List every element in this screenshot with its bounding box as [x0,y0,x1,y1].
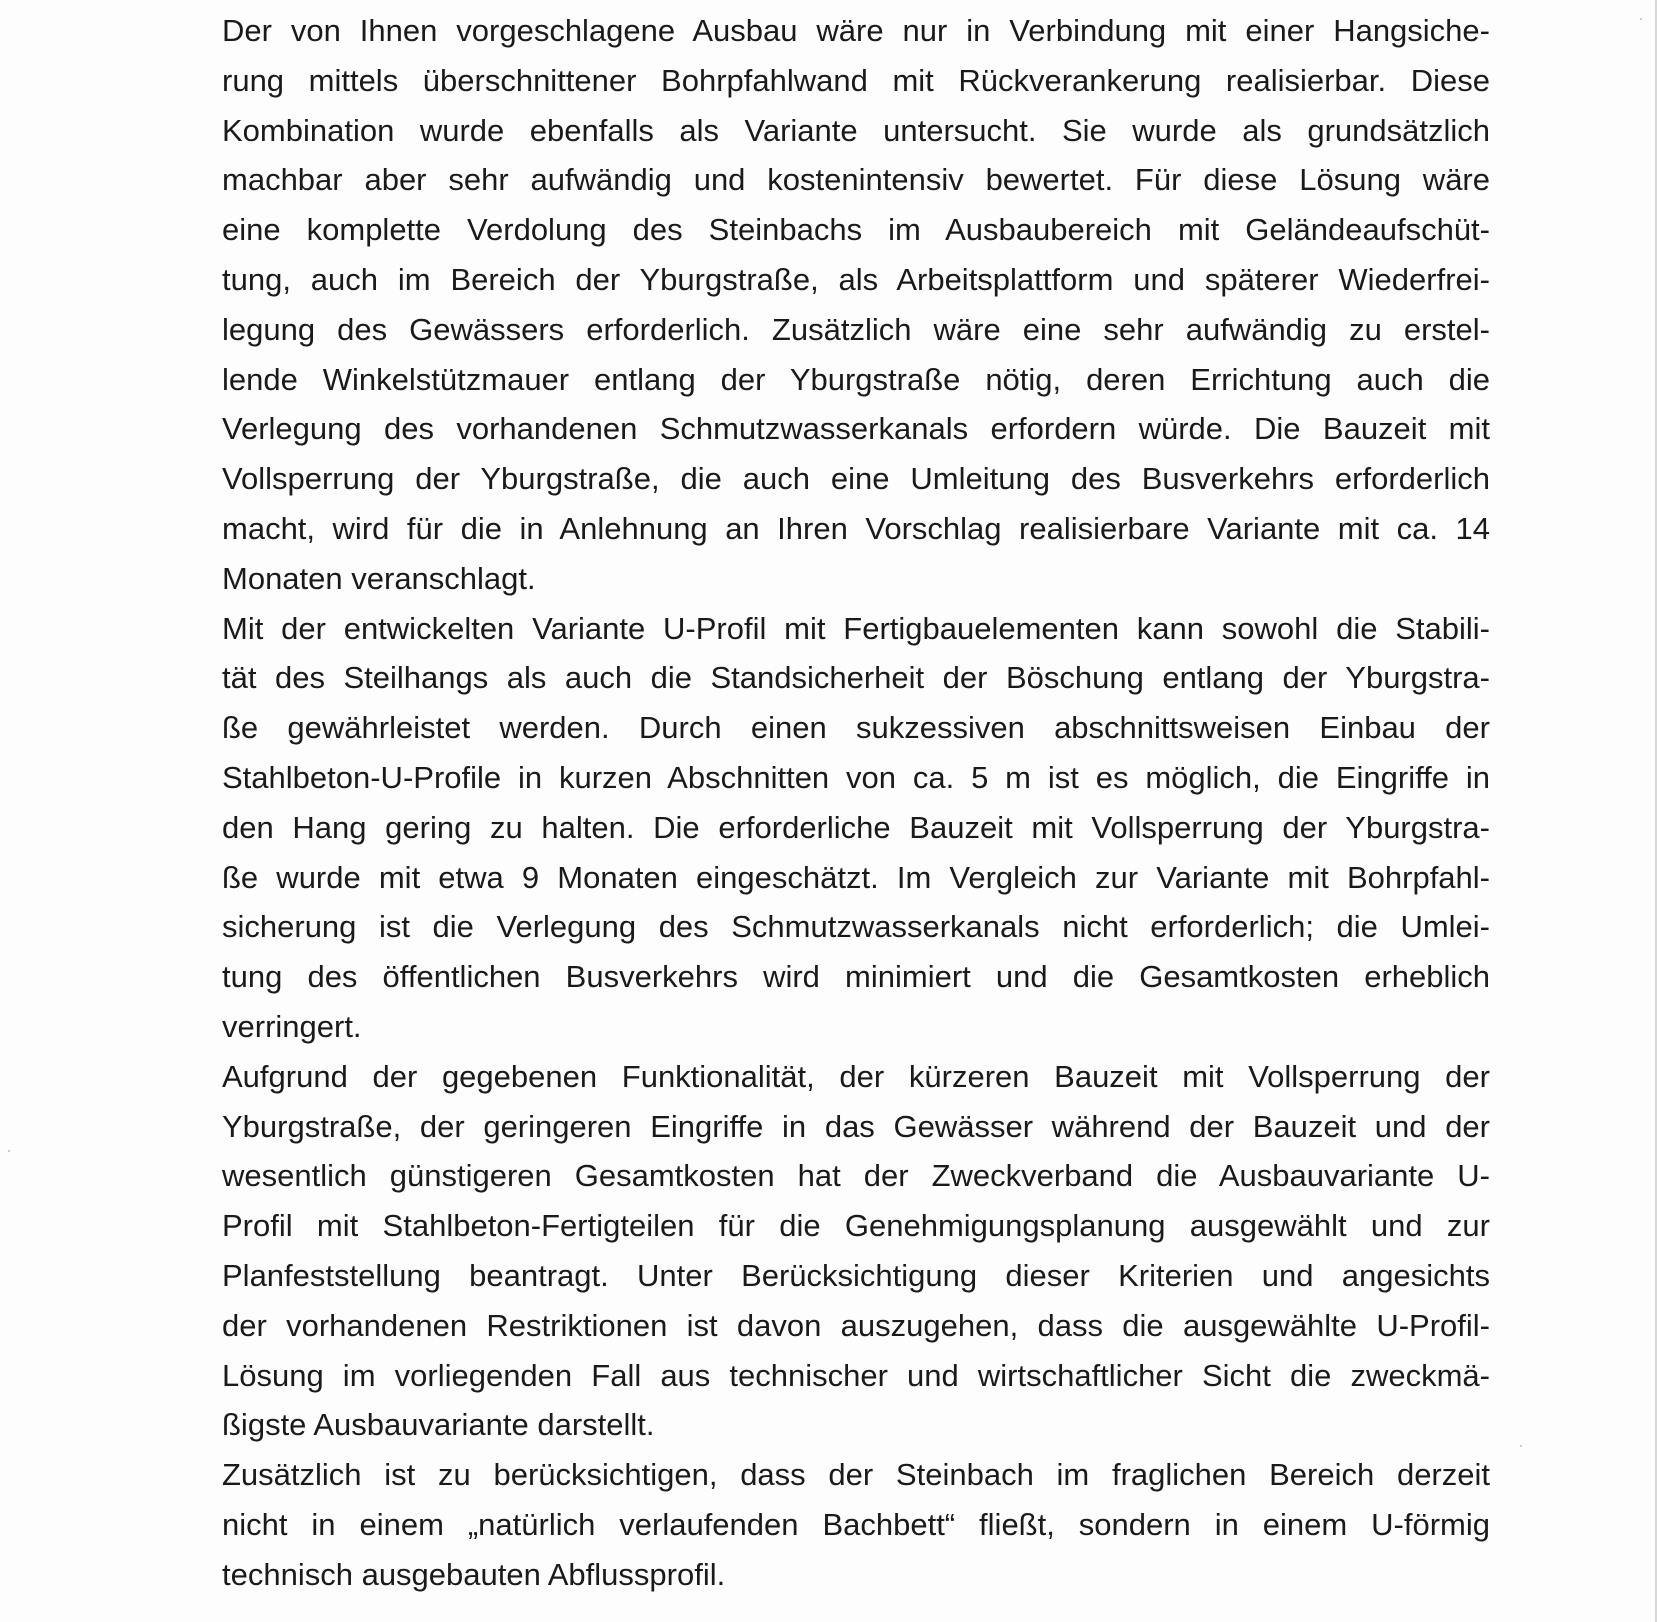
scan-speck [1640,18,1642,20]
text-line: Aufgrund der gegebenen Funktionalität, der kürzeren Bauzeit mit Vollsperrung der [222,1058,1490,1094]
text-line: Vollsperrung der Yburgstraße, die auch eine Umleitung des Busverkehrs erforderlich [222,461,1490,497]
text-line: tät des Steilhangs als auch die Standsicherheit der Böschung entlang der Yburgstra- [222,660,1490,696]
text-line: machbar aber sehr aufwändig und kostenintensiv bewertet. Für diese Lösung wäre [222,162,1490,198]
text-line: ßigste Ausbauvariante darstellt. [222,1407,655,1443]
text-line: Zusätzlich ist zu berücksichtigen, dass der Steinbach im fraglichen Bereich derzeit [222,1457,1490,1493]
text-line: sicherung ist die Verlegung des Schmutzwasserkanals nicht erforderlich; die Umlei- [222,909,1490,945]
paragraph-1 [222,6,1490,604]
text-line: ße wurde mit etwa 9 Monaten eingeschätzt. Im Vergleich zur Variante mit Bohrpfahl- [222,859,1490,895]
paragraph-2 [222,604,1490,1052]
scan-speck [1520,1445,1522,1447]
text-line: Profil mit Stahlbeton-Fertigteilen für die Genehmigungsplanung ausgewählt und zur [222,1208,1490,1244]
text-line: verringert. [222,1008,362,1044]
text-line: lende Winkelstützmauer entlang der Yburgstraße nötig, deren Errichtung auch die [222,361,1490,397]
paragraph-4 [222,1450,1490,1599]
text-line: macht, wird für die in Anlehnung an Ihren Vorschlag realisierbare Variante mit ca. 14 [222,510,1490,546]
text-line: Planfeststellung beantragt. Unter Berücksichtigung dieser Kriterien und angesichts [222,1257,1490,1293]
text-line: tung des öffentlichen Busverkehrs wird minimiert und die Gesamtkosten erheblich [222,959,1490,995]
text-line: den Hang gering zu halten. Die erforderliche Bauzeit mit Vollsperrung der Yburgstra- [222,809,1490,845]
text-line: Mit der entwickelten Variante U-Profil mit Fertigbauelementen kann sowohl die Stabili- [222,610,1490,646]
paragraph-3 [222,1052,1490,1450]
text-line: eine komplette Verdolung des Steinbachs im Ausbaubereich mit Geländeaufschüt- [222,212,1490,248]
text-line: Monaten veranschlagt. [222,560,536,596]
text-line: nicht in einem „natürlich verlaufenden Bachbett“ fließt, sondern in einem U-förmig [222,1506,1490,1542]
text-line: technisch ausgebauten Abflussprofil. [222,1556,726,1592]
text-line: Yburgstraße, der geringeren Eingriffe in das Gewässer während der Bauzeit und der [222,1108,1490,1144]
text-line: Der von Ihnen vorgeschlagene Ausbau wäre nur in Verbindung mit einer Hangsiche- [222,13,1490,48]
document-body [222,6,1490,1600]
scan-speck [8,1150,10,1152]
text-line: Lösung im vorliegenden Fall aus technischer und wirtschaftlicher Sicht die zweckmä- [222,1357,1490,1393]
text-line: der vorhandenen Restriktionen ist davon auszugehen, dass die ausgewählte U-Profil- [222,1307,1490,1343]
text-line: tung, auch im Bereich der Yburgstraße, als Arbeitsplattform und späterer Wiederfrei- [222,261,1490,297]
text-line: Verlegung des vorhandenen Schmutzwasserkanals erfordern würde. Die Bauzeit mit [222,411,1490,447]
text-line: wesentlich günstigeren Gesamtkosten hat der Zweckverband die Ausbauvariante U- [222,1158,1490,1194]
text-line: Stahlbeton-U-Profile in kurzen Abschnitten von ca. 5 m ist es möglich, die Eingriffe in [222,759,1490,795]
text-line: rung mittels überschnittener Bohrpfahlwand mit Rückverankerung realisierbar. Diese [222,62,1490,98]
text-line: ße gewährleistet werden. Durch einen sukzessiven abschnittsweisen Einbau der [222,710,1490,746]
text-line: Kombination wurde ebenfalls als Variante untersucht. Sie wurde als grundsätzlich [222,112,1490,148]
text-line: legung des Gewässers erforderlich. Zusätzlich wäre eine sehr aufwändig zu erstel- [222,311,1490,347]
